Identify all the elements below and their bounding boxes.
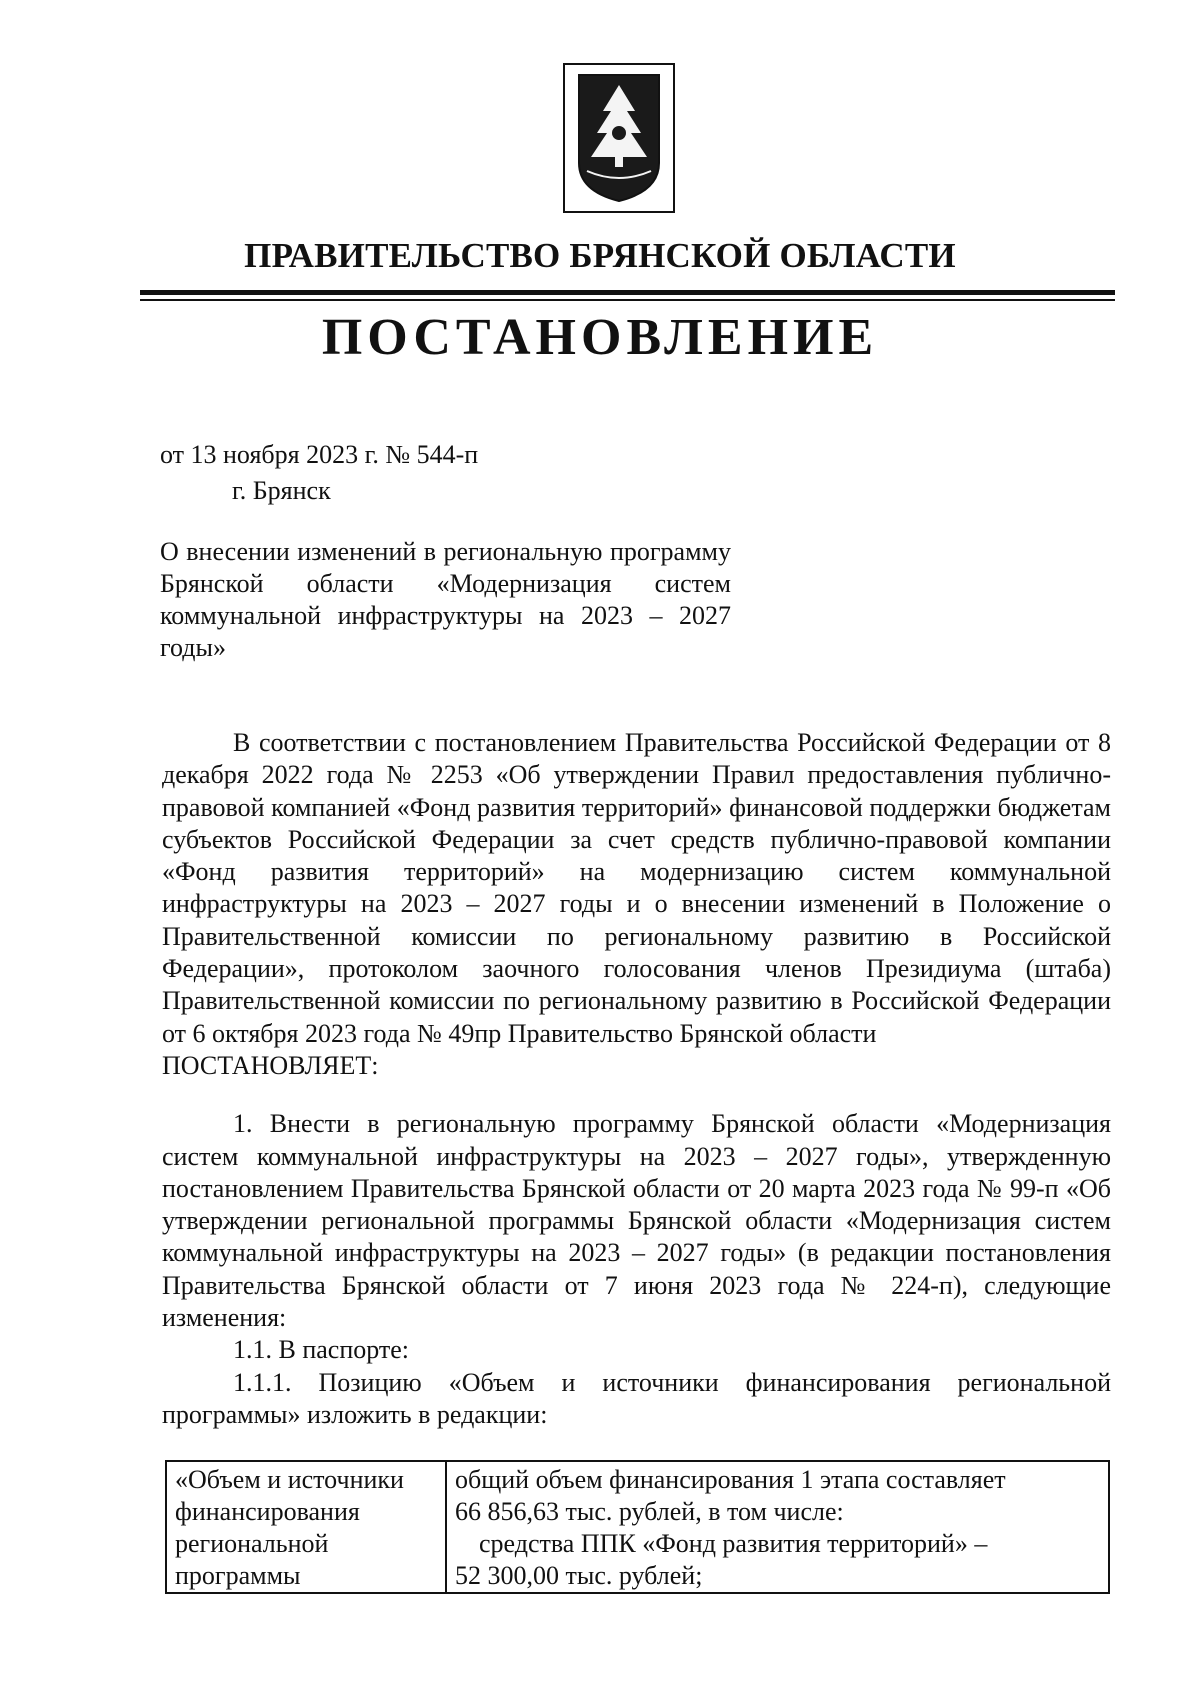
decree-word: ПОСТАНОВЛЯЕТ: bbox=[162, 1050, 379, 1080]
value-line: 52 300,00 тыс. рублей; bbox=[455, 1561, 703, 1590]
value-line: средства ППК «Фонд развития территорий» – bbox=[479, 1529, 988, 1558]
item-1-1-1-paragraph: 1.1.1. Позицию «Объем и источники финансирования региональной программы» изложить в редакции: bbox=[162, 1367, 1111, 1429]
label-line: «Объем и источники bbox=[175, 1465, 404, 1494]
document-body bbox=[162, 727, 1111, 1431]
government-name: ПРАВИТЕЛЬСТВО БРЯНСКОЙ ОБЛАСТИ bbox=[244, 236, 956, 275]
item-1-paragraph: 1. Внести в региональную программу Брянской области «Модернизация систем коммунальной инфраструктуры на 2023 – 2027 годы», утвержденную постановлением Правительства Брянской области от 20 марта 2023 года № 99-п «Об утверждении региональной программы Брянской области «Модернизация систем коммунальной инфраструктуры на 2023 – 2027 годы» (в редакции постановления Правительства Брянской области от 7 июня 2023 года № 224-п), следующие изменения: bbox=[162, 1109, 1111, 1333]
value-line: общий объем финансирования 1 этапа составляет bbox=[455, 1465, 1006, 1494]
table-row bbox=[166, 1461, 1109, 1593]
preamble-paragraph: В соответствии с постановлением Правительства Российской Федерации от 8 декабря 2022 года № 2253 «Об утверждении Правил предоставления публично-правовой компанией «Фонд развития территорий» финансовой поддержки бюджетам субъектов Российской Федерации за счет средств публично-правовой компании «Фонд развития территорий» на модернизацию систем коммунальной инфраструктуры на 2023 – 2027 годы и о внесении изменений в Положение о Правительственной комиссии по региональному развитию в Российской Федерации», протоколом заочного голосования членов Президиума (штаба) Правительственной комиссии по региональному развитию в Российской Федерации от 6 октября 2023 года № 49пр Правительство Брянской области bbox=[162, 728, 1111, 1048]
label-line: финансирования bbox=[175, 1497, 360, 1526]
table-cell-value bbox=[446, 1461, 1109, 1593]
document-meta bbox=[160, 437, 478, 509]
value-line: 66 856,63 тыс. рублей, в том числе: bbox=[455, 1497, 844, 1526]
item-1-1-paragraph: 1.1. В паспорте: bbox=[233, 1335, 410, 1365]
header-divider-thick bbox=[140, 290, 1115, 295]
label-line: программы bbox=[175, 1561, 301, 1590]
header-divider-thin bbox=[140, 299, 1115, 301]
financing-table bbox=[165, 1460, 1110, 1594]
coat-of-arms-emblem bbox=[563, 63, 675, 213]
coat-of-arms-icon bbox=[573, 71, 665, 205]
date-and-number: от 13 ноября 2023 г. № 544-п bbox=[160, 440, 479, 469]
table-cell-label bbox=[166, 1461, 446, 1593]
document-subject: О внесении изменений в региональную программу Брянской области «Модернизация систем коммунальной инфраструктуры на 2023 – 2027 годы» bbox=[160, 537, 731, 662]
label-line: региональной bbox=[175, 1529, 329, 1558]
city: г. Брянск bbox=[232, 476, 331, 505]
document-type-title: ПОСТАНОВЛЕНИЕ bbox=[321, 309, 879, 366]
